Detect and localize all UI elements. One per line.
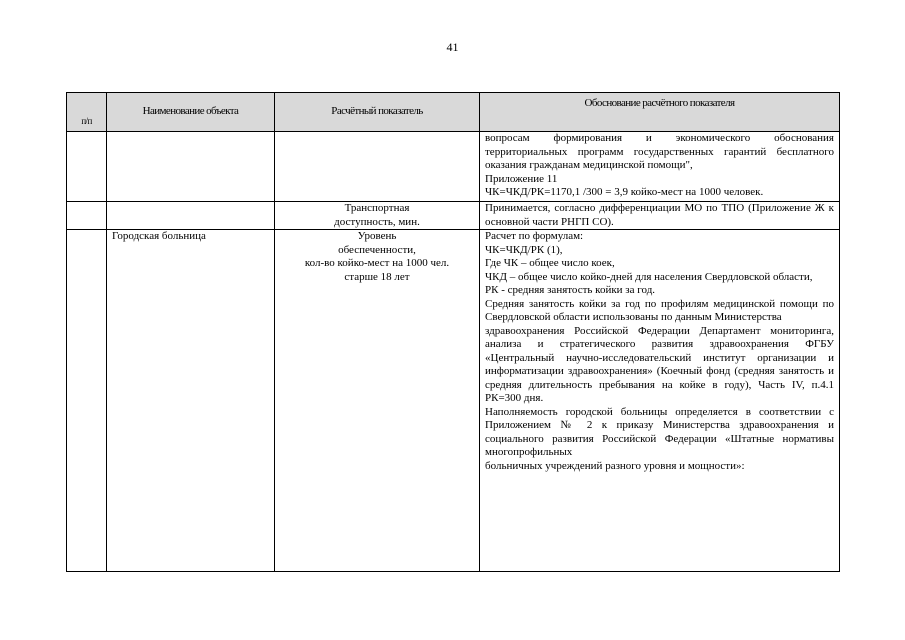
cell-object-name <box>107 202 275 230</box>
justification-line: Наполняемость городской больницы определяется в соответствии с Приложением № 2 к приказу Министерства здравоохранения и социального развития Российской Федерации «Штатные нормативы многопрофильных <box>485 405 834 458</box>
indicator-line: кол-во койко-мест на 1000 чел. <box>304 257 450 269</box>
indicator-line: старше 18 лет <box>344 270 410 283</box>
justification-line: ЧК=ЧКД/РК=1170,1 /300 = 3,9 койко-мест на 1000 человек. <box>485 186 764 198</box>
indicator-line: обеспеченности, <box>338 243 416 256</box>
justification-table <box>66 92 840 572</box>
indicator-line: Транспортная <box>344 202 410 214</box>
cell-num <box>67 202 107 230</box>
justification-line: Приложение 11 <box>485 172 558 185</box>
justification-line: Средняя занятость койки за год по профилям медицинской помощи по Свердловской области использованы по данным Министерства <box>485 297 834 323</box>
cell-indicator <box>275 202 480 230</box>
table-row <box>67 230 840 572</box>
cell-justification <box>480 132 840 202</box>
header-num: п/п <box>67 93 107 132</box>
header-object-name: Наименование объекта <box>107 93 275 132</box>
page-number: 41 <box>446 40 459 54</box>
cell-object-name <box>107 132 275 202</box>
table-header-row <box>67 93 840 132</box>
table-row <box>67 202 840 230</box>
justification-line: Где ЧК – общее число коек, <box>485 257 615 269</box>
table-row <box>67 132 840 202</box>
cell-indicator <box>275 132 480 202</box>
header-indicator: Расчётный показатель <box>275 93 480 132</box>
header-justification: Обоснование расчётного показателя <box>480 93 840 132</box>
cell-object-name: Городская больница <box>107 230 275 572</box>
justification-line: ЧКД – общее число койко-дней для населения Свердловской области, <box>485 270 813 283</box>
indicator-line: доступность, мин. <box>334 215 420 228</box>
cell-num <box>67 230 107 572</box>
justification-line: Принимается, согласно дифференциации МО по ТПО (Приложение Ж к основной части РНГП СО). <box>485 202 834 228</box>
cell-justification <box>480 230 840 572</box>
cell-justification <box>480 202 840 230</box>
justification-line: здравоохранения Российской Федерации Департамент мониторинга, анализа и стратегического развития здравоохранения ФГБУ «Центральный научно-исследовательский институт организации и информатизации здравоохранения» (Коечный фонд (средняя занятость и средняя длительность пребывания на койке в году), Часть IV, п.4.1 РК=300 дня. <box>485 324 834 404</box>
cell-num <box>67 132 107 202</box>
indicator-line: Уровень <box>357 230 397 242</box>
justification-line: Расчет по формулам: <box>485 230 584 242</box>
justification-line: ЧК=ЧКД/РК (1), <box>485 243 563 256</box>
justification-line: вопросам формирования и экономического обоснования территориальных программ государственных гарантий бесплатного оказания гражданам медицинской помощи", <box>485 132 834 171</box>
justification-line: РК - средняя занятость койки за год. <box>485 284 656 296</box>
cell-indicator <box>275 230 480 572</box>
justification-line: больничных учреждений разного уровня и мощности»: <box>485 459 745 472</box>
